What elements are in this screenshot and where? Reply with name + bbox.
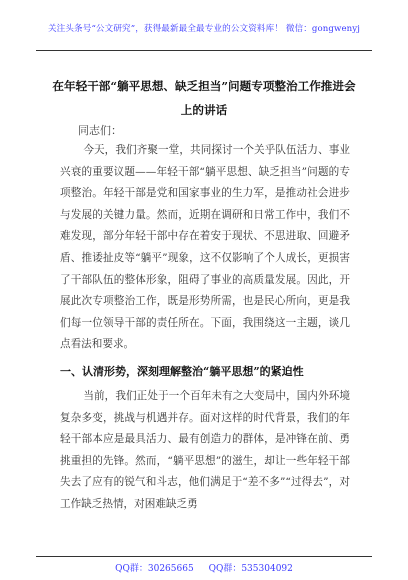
document-title: 在年轻干部“躺平思想、缺乏担当”问题专项整治工作推进会上的讲话 <box>52 79 356 117</box>
header-divider <box>36 50 372 51</box>
footer-qq-group-2: QQ群：535304092 <box>208 564 293 574</box>
paragraph-intro: 今天，我们齐聚一堂，共同探讨一个关乎队伍活力、事业兴衰的重要议题——年轻干部“躺平思想、缺乏担当”问题的专项整治。年轻干部是党和国家事业的生力军，是推动社会进步与发展的关键力量。然而，近期在调研和日常工作中，我们不难发现，部分年轻干部中存在着安于现状、不思进取、回避矛盾、推诿扯皮等“躺平”现象，这不仅影响了个人成长，更损害了干部队伍的整体形象，阻碍了事业的高质量发展。因此，开展此次专项整治工作，既是形势所需，也是民心所向，更是我们每一位领导干部的责任所在。下面，我围绕这一主题，谈几点看法和要求。 <box>60 144 350 351</box>
footer-qq-group-1: QQ群：30265665 <box>115 564 194 574</box>
paragraph-section-1: 当前，我们正处于一个百年未有之大变局中，国内外环境复杂多变，挑战与机遇并存。面对这样的时代背景，我们的年轻干部本应是最具活力、最有创造力的群体，是冲锋在前、勇挑重担的先锋。然而，“躺平思想”的滋生，却让一些年轻干部失去了应有的锐气和斗志，他们满足于“差不多”“过得去”，对工作缺乏热情，对困难缺乏勇 <box>60 390 350 510</box>
salutation: 同志们： <box>78 124 122 137</box>
section-heading-1: 一、认清形势，深刻理解整治“躺平思想”的紧迫性 <box>60 365 304 378</box>
header-banner: 关注头条号“公文研究”，获得最新最全最专业的公文资料库！ 微信：gongwenyj <box>47 24 361 34</box>
footer-divider <box>36 556 372 557</box>
footer <box>0 561 408 574</box>
